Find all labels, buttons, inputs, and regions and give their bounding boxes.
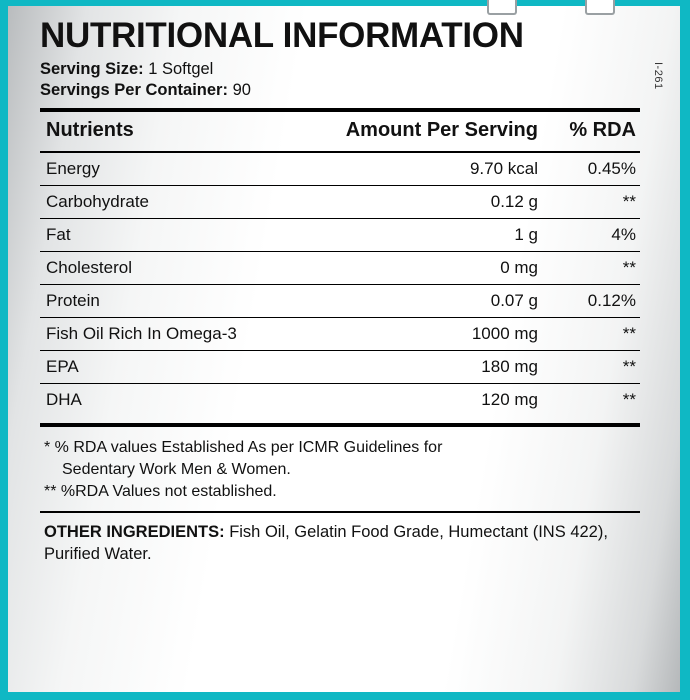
- serving-size-label: Serving Size:: [40, 60, 144, 78]
- table-row: [40, 152, 640, 186]
- tear-notch-right: [585, 0, 615, 15]
- border-strip-bottom: [0, 692, 690, 700]
- cell-nutrient: Fat: [40, 219, 316, 252]
- cell-amount: 180 mg: [316, 351, 538, 384]
- cell-rda: **: [538, 351, 640, 384]
- serving-size-value: 1 Softgel: [148, 60, 214, 78]
- nutrition-table: [40, 112, 640, 416]
- nutrition-table-body: [40, 152, 640, 416]
- other-ingredients: [40, 513, 640, 565]
- table-row: [40, 219, 640, 252]
- serving-size-row: [40, 59, 640, 80]
- border-strip-right: [680, 0, 690, 700]
- table-row: [40, 384, 640, 417]
- footnotes: [40, 437, 640, 503]
- border-strip-left: [0, 0, 8, 700]
- batch-code: I-261: [652, 62, 664, 90]
- servings-per-container-label: Servings Per Container:: [40, 81, 228, 99]
- column-header-amount: Amount Per Serving: [345, 119, 538, 141]
- table-row: [40, 186, 640, 219]
- cell-amount: 120 mg: [316, 384, 538, 417]
- cell-amount: 0.07 g: [316, 285, 538, 318]
- cell-rda: 0.45%: [538, 152, 640, 186]
- cell-nutrient: DHA: [40, 384, 316, 417]
- footnote-rda-line3: ** %RDA Values not established.: [44, 483, 277, 500]
- cell-rda: **: [538, 318, 640, 351]
- cell-rda: 4%: [538, 219, 640, 252]
- table-row: [40, 318, 640, 351]
- nutrition-facts-panel: [40, 16, 640, 565]
- cell-nutrient: EPA: [40, 351, 316, 384]
- cell-rda: 0.12%: [538, 285, 640, 318]
- table-row: [40, 351, 640, 384]
- tear-notch-left: [487, 0, 517, 15]
- cell-nutrient: Fish Oil Rich In Omega-3: [40, 318, 316, 351]
- cell-nutrient: Carbohydrate: [40, 186, 316, 219]
- servings-per-container-row: [40, 80, 640, 101]
- other-ingredients-value: Fish Oil, Gelatin Food Grade, Humectant (INS 422), Purified Water.: [44, 523, 608, 563]
- page-title: NUTRITIONAL INFORMATION: [40, 16, 524, 55]
- table-row: [40, 252, 640, 285]
- table-row: [40, 285, 640, 318]
- cell-rda: **: [538, 186, 640, 219]
- cell-nutrient: Energy: [40, 152, 316, 186]
- cell-amount: 0 mg: [316, 252, 538, 285]
- cell-amount: 9.70 kcal: [316, 152, 538, 186]
- cell-amount: 1 g: [316, 219, 538, 252]
- cell-amount: 0.12 g: [316, 186, 538, 219]
- column-header-rda: % RDA: [569, 119, 636, 141]
- divider-thick-middle: [40, 423, 640, 427]
- footnote-rda-line2: Sedentary Work Men & Women.: [62, 461, 291, 478]
- footnote-rda-line1: * % RDA values Established As per ICMR Guidelines for: [44, 439, 443, 456]
- cell-amount: 1000 mg: [316, 318, 538, 351]
- cell-rda: **: [538, 252, 640, 285]
- servings-per-container-value: 90: [232, 81, 251, 99]
- table-header-row: [40, 112, 640, 152]
- cell-rda: **: [538, 384, 640, 417]
- other-ingredients-label: OTHER INGREDIENTS:: [44, 523, 225, 541]
- cell-nutrient: Cholesterol: [40, 252, 316, 285]
- column-header-nutrients: Nutrients: [46, 119, 134, 141]
- cell-nutrient: Protein: [40, 285, 316, 318]
